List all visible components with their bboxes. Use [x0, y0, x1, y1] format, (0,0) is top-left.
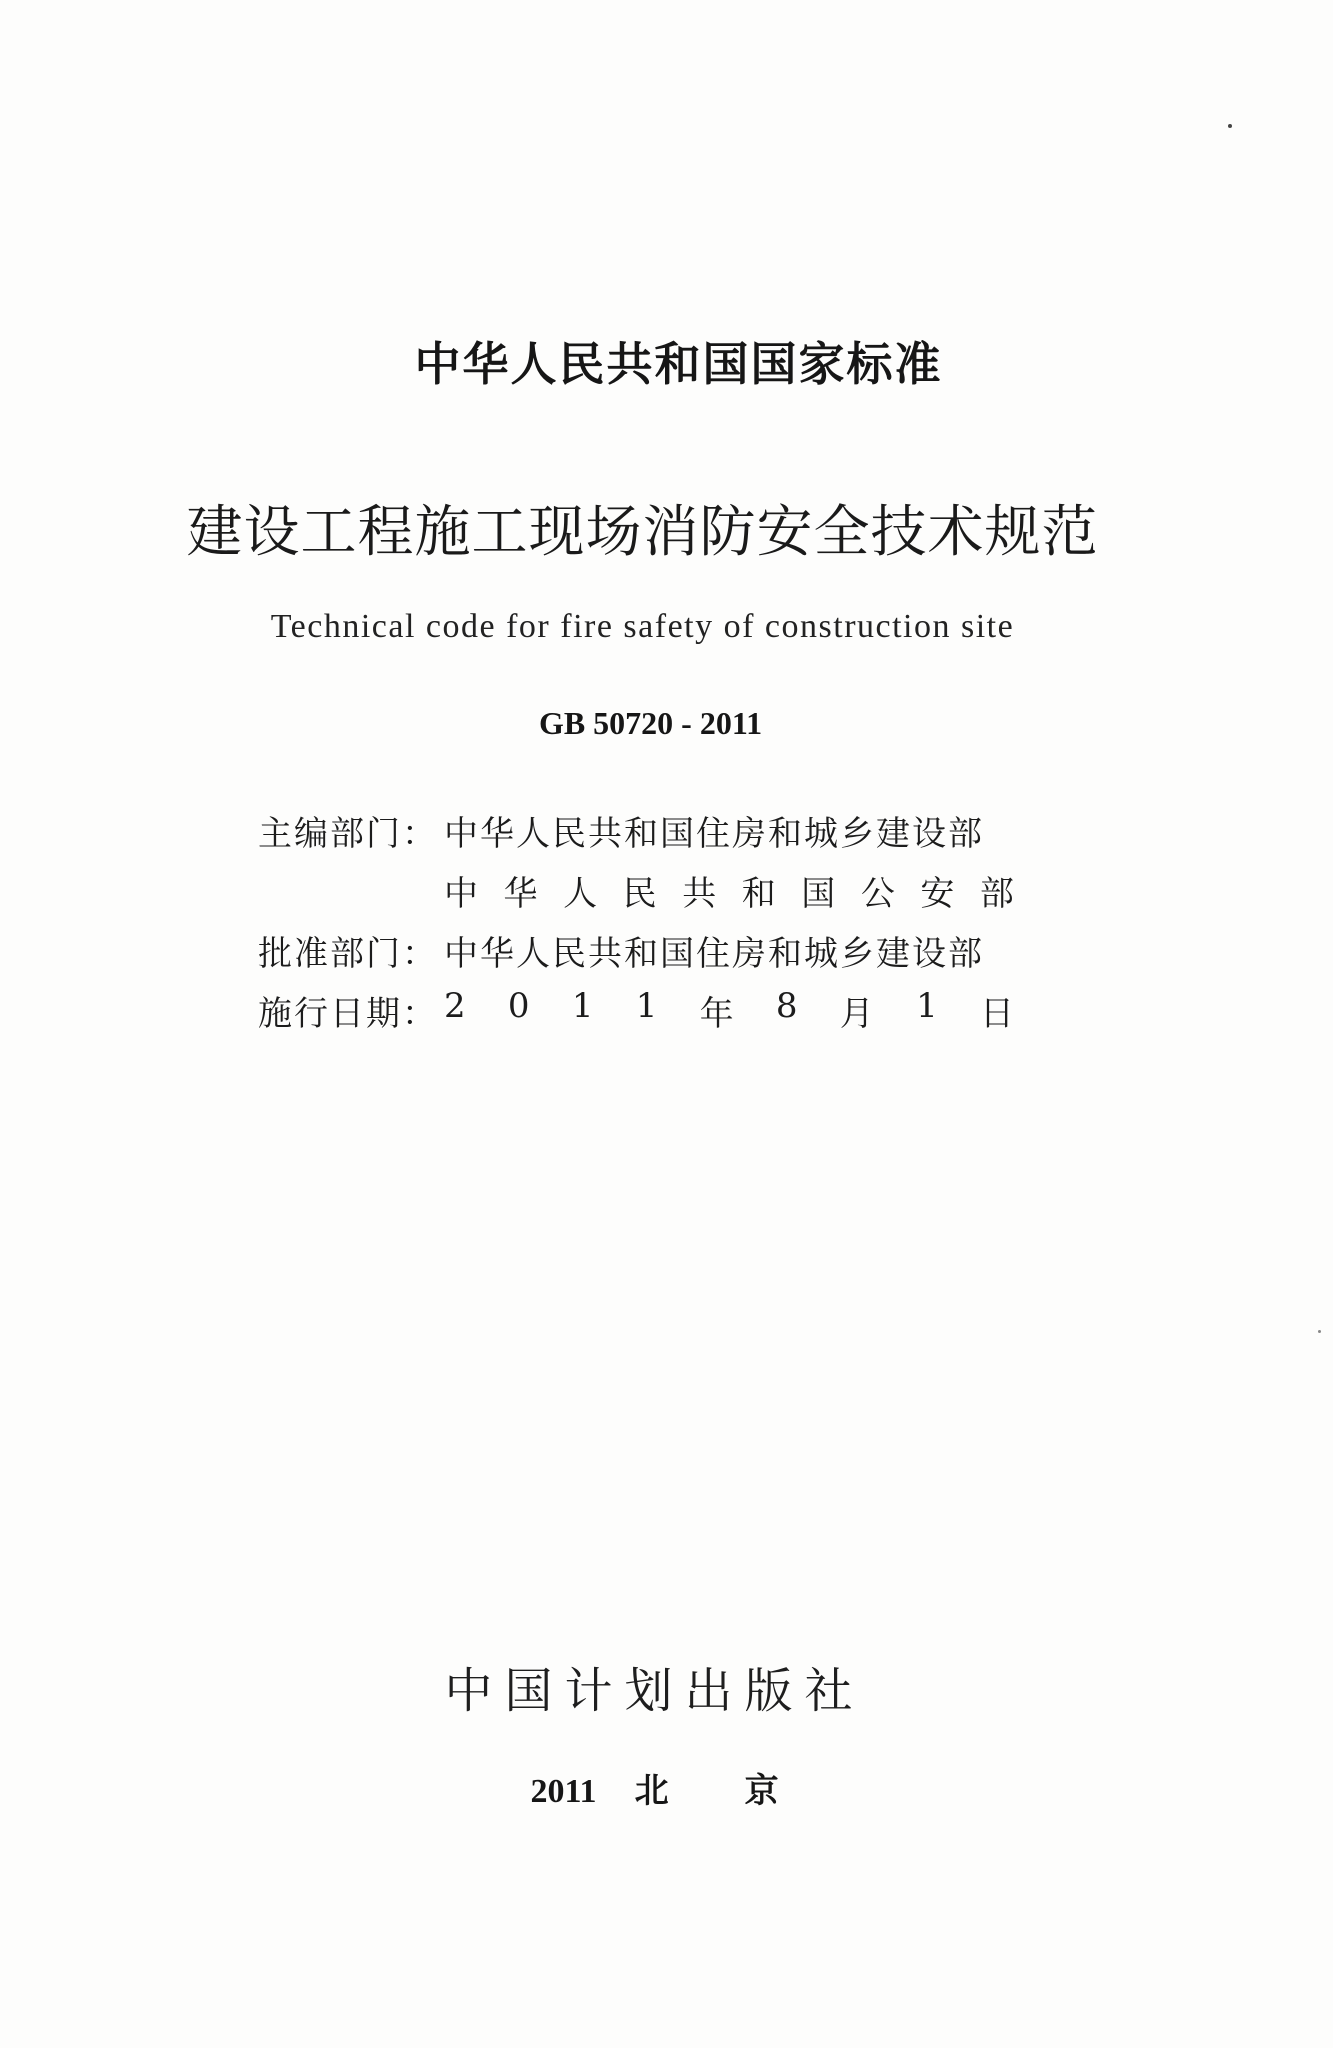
chief-editor-value-1: 中华人民共和国住房和城乡建设部: [444, 814, 984, 854]
approval-label: 批准部门：: [258, 934, 438, 974]
standard-type-heading: 中华人民共和国国家标准: [414, 337, 943, 391]
effective-date-label: 施行日期：: [258, 994, 438, 1034]
chief-editor-2-char: 公: [860, 874, 895, 914]
document-title-chinese: 建设工程施工现场消防安全技术规范: [186, 500, 1099, 565]
effective-date-char: 1: [635, 986, 658, 1026]
effective-date-char: 月: [839, 994, 874, 1034]
chief-editor-2-char: 民: [622, 874, 657, 914]
effective-date-row: [258, 986, 1014, 1035]
scan-speck: [1228, 124, 1232, 128]
chief-editor-2-char: 安: [920, 874, 955, 914]
publication-imprint: [0, 1763, 1321, 1812]
effective-date-char: 年: [699, 994, 734, 1034]
chief-editor-2-char: 共: [682, 874, 717, 914]
publication-city-char: 北: [634, 1773, 669, 1810]
chief-editor-row: [258, 806, 1204, 855]
effective-date-char: 0: [507, 986, 530, 1026]
chief-editor-label: 主编部门：: [258, 814, 438, 854]
standard-code: GB 50720 - 2011: [538, 705, 763, 741]
effective-date-char: 1: [571, 986, 594, 1026]
publisher-name: 中国计划出版社: [444, 1663, 865, 1719]
chief-editor-2-char: 国: [801, 874, 836, 914]
chief-editor-2-char: 华: [503, 874, 538, 914]
effective-date-char: 1: [916, 986, 938, 1026]
chief-editor-2-char: 部: [979, 874, 1014, 914]
approval-row: [258, 926, 1204, 975]
approval-value: 中华人民共和国住房和城乡建设部: [444, 934, 984, 974]
publication-year: 2011: [530, 1773, 597, 1810]
chief-editor-value-2: [444, 866, 1014, 915]
chief-editor-2-char: 中: [444, 874, 478, 914]
empty-label: [258, 866, 444, 915]
chief-editor-2-char: 和: [741, 874, 776, 914]
chief-editor-row-2: [258, 866, 1014, 915]
document-title-english: Technical code for fire safety of construction site: [270, 608, 1015, 645]
effective-date-char: 8: [775, 986, 798, 1026]
scan-speck: [1318, 1330, 1321, 1333]
effective-date-value: [444, 986, 1014, 1035]
chief-editor-2-char: 人: [563, 874, 598, 914]
effective-date-char: 2: [444, 986, 466, 1026]
effective-date-char: 日: [979, 994, 1014, 1034]
publication-city-char: 京: [744, 1773, 779, 1810]
